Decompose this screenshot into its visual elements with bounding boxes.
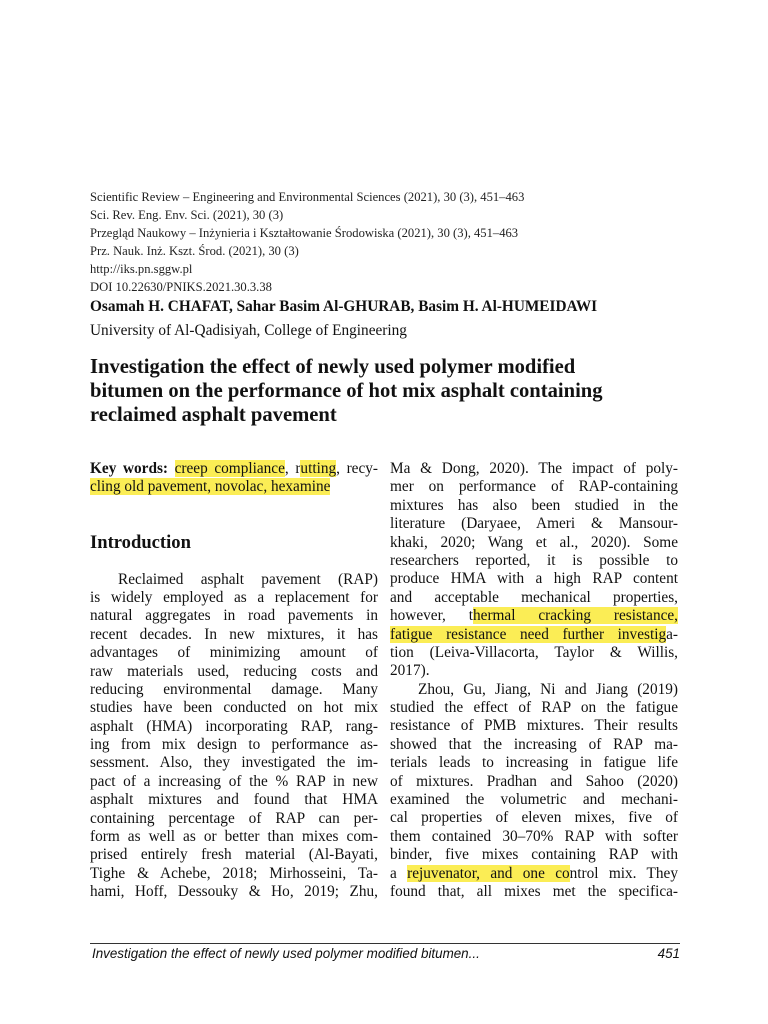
meta-line: Scientific Review – Engineering and Environmental Sciences (2021), 30 (3), 451–463: [90, 190, 525, 204]
authors: Osamah H. CHAFAT, Sahar Basim Al-GHURAB, Basim H. Al-HUMEIDAWI: [90, 298, 598, 315]
title-line: reclaimed asphalt pavement: [90, 404, 337, 426]
running-title: Investigation the effect of newly used polymer modified bitumen...: [92, 946, 480, 961]
text-line: of mixtures. Pradhan and Sahoo (2020): [390, 772, 678, 790]
text-line: researchers reported, it is possible to: [390, 551, 678, 569]
text-line: Reclaimed asphalt pavement (RAP): [118, 570, 378, 588]
text-line: studies have been conducted on hot mix: [90, 699, 378, 717]
text-line: reducing environmental damage. Many: [90, 680, 378, 698]
page-footer: [92, 945, 680, 962]
keywords-text: , recy-: [336, 460, 378, 477]
text-line: hami, Hoff, Dessouky & Ho, 2019; Zhu,: [90, 883, 378, 901]
highlight: cling old pavement, novolac, hexamine: [90, 478, 331, 496]
text-segment: ntrol mix. They: [569, 864, 678, 882]
text-line: mer on performance of RAP-containing: [390, 478, 678, 496]
meta-line: Przegląd Naukowy – Inżynieria i Kształtowanie Środowiska (2021), 30 (3), 451–463: [90, 226, 519, 240]
left-column: [90, 460, 378, 902]
text-segment: however, t: [390, 607, 473, 625]
text-line: Ma & Dong, 2020). The impact of poly-: [390, 460, 678, 477]
text-line: form as well as or better than mixes com-: [90, 828, 378, 846]
title-line: bitumen on the performance of hot mix asphalt containing: [90, 380, 603, 402]
text-line: binder, five mixes containing RAP with: [390, 846, 678, 864]
affiliation: University of Al-Qadisiyah, College of Engineering: [90, 322, 407, 339]
page-number: 451: [657, 946, 680, 961]
keywords-line: [90, 478, 378, 496]
section-heading: Introduction: [90, 531, 191, 553]
meta-url[interactable]: http://iks.pn.sggw.pl: [90, 262, 193, 276]
text-line: tion (Leiva-Villacorta, Taylor & Willis,: [390, 643, 678, 661]
text-line: Tighe & Achebe, 2018; Mirhosseini, Ta-: [90, 864, 378, 882]
meta-line: Sci. Rev. Eng. Env. Sci. (2021), 30 (3): [90, 208, 284, 222]
text-line: is widely employed as a replacement for: [90, 588, 378, 606]
text-line: asphalt mixtures and found that HMA: [90, 791, 378, 809]
text-line: asphalt (HMA) incorporating RAP, rang-: [90, 717, 378, 735]
text-line: recent decades. In new mixtures, it has: [90, 625, 378, 643]
text-line: studied the effect of RAP on the fatigue: [390, 699, 678, 717]
highlight: rejuvenator, and one co: [407, 864, 570, 882]
title-line: Investigation the effect of newly used polymer modified: [90, 356, 576, 378]
meta-doi: DOI 10.22630/PNIKS.2021.30.3.38: [90, 280, 272, 294]
text-line: advantages of minimizing amount of: [90, 644, 378, 662]
text-line: sessment. Also, they investigated the im-: [90, 754, 378, 772]
text-line: mixtures has also been studied in the: [390, 496, 678, 514]
text-segment: a-: [666, 625, 678, 643]
text-line: natural aggregates in road pavements in: [90, 607, 378, 625]
text-line: [390, 865, 678, 883]
text-line: examined the volumetric and mechani-: [390, 791, 678, 809]
right-column: [390, 460, 678, 901]
text-line: raw materials used, reducing costs and: [90, 662, 378, 680]
text-line: ing from mix design to performance as-: [90, 736, 378, 754]
text-line: [390, 626, 678, 644]
highlight: fatigue resistance need further investig: [390, 625, 667, 643]
text-line: containing percentage of RAP can per-: [90, 809, 378, 827]
text-line: terials leads to increasing in fatigue life: [390, 754, 678, 772]
text-line: found that, all mixes met the specifica-: [390, 882, 678, 900]
text-line: cal properties of eleven mixes, five of: [390, 809, 678, 827]
text-line: them contained 30–70% RAP with softer: [390, 827, 678, 845]
text-line: showed that the increasing of RAP ma-: [390, 735, 678, 753]
text-line: 2017).: [390, 662, 430, 680]
text-line: produce HMA with a high RAP content: [390, 570, 678, 588]
footer-divider: [90, 943, 680, 944]
text-line: pact of a increasing of the % RAP in new: [90, 772, 378, 790]
text-line: khaki, 2020; Wang et al., 2020). Some: [390, 533, 678, 551]
highlight: utting: [300, 460, 337, 477]
text-line: literature (Daryaee, Ameri & Mansour-: [390, 515, 678, 533]
meta-line: Prz. Nauk. Inż. Kszt. Środ. (2021), 30 (3): [90, 244, 299, 258]
paper-title: [90, 355, 690, 427]
text-line: resistance of PMB mixtures. Their results: [390, 717, 678, 735]
highlight: hermal cracking resistance,: [473, 607, 678, 625]
text-line: Zhou, Gu, Jiang, Ni and Jiang (2019): [418, 680, 678, 698]
highlight: creep compliance: [174, 460, 285, 477]
keywords-line: [90, 460, 378, 478]
text-line: prised entirely fresh material (Al-Bayati,: [90, 846, 378, 864]
keywords-text: , r: [284, 460, 301, 477]
text-line: and acceptable mechanical properties,: [390, 588, 678, 606]
journal-metadata: [90, 188, 690, 296]
text-segment: a: [390, 864, 408, 882]
text-line: [390, 607, 678, 625]
keywords-label: Key words:: [90, 460, 168, 477]
